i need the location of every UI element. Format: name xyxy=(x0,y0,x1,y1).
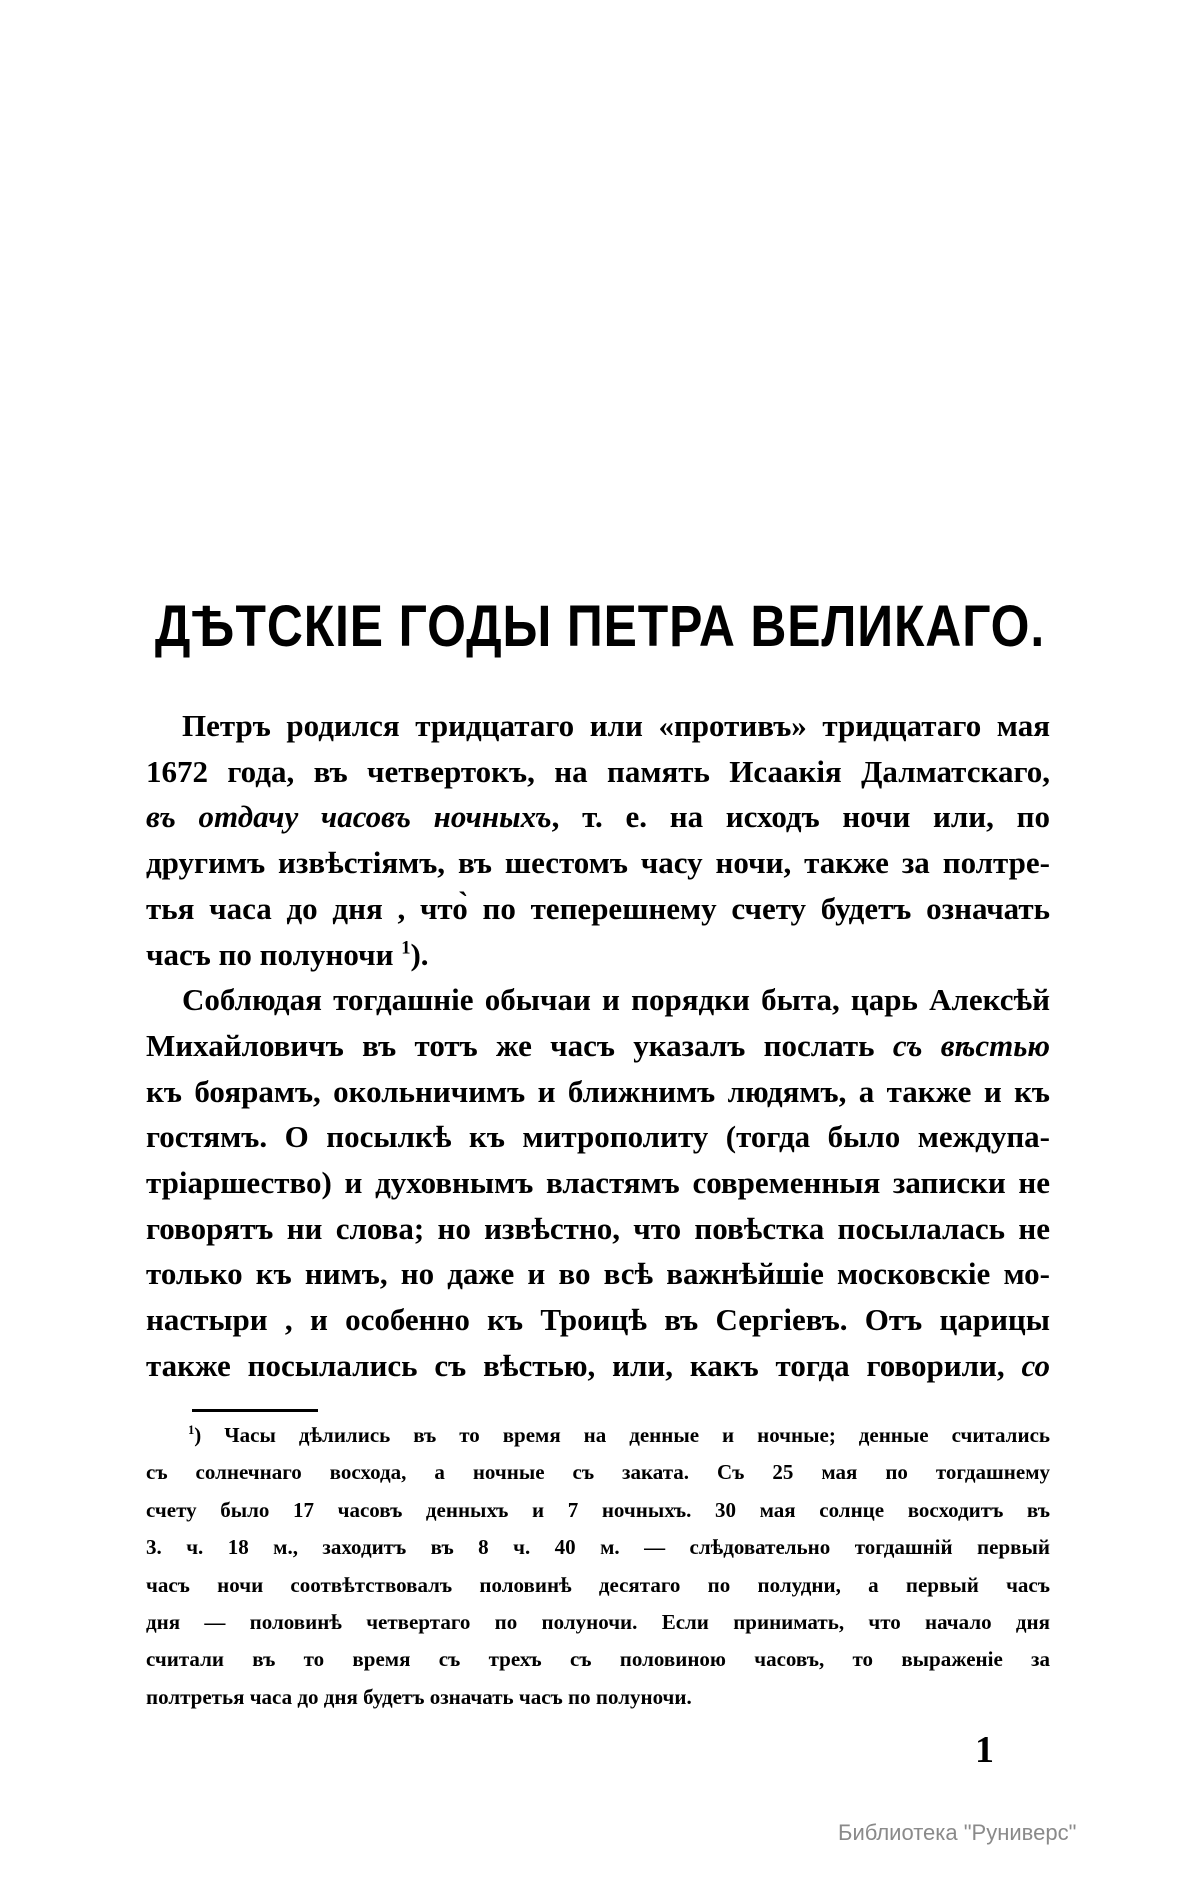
body-line xyxy=(146,840,1050,886)
footnote-line xyxy=(146,1604,1050,1641)
text-segment: счету было 17 часовъ денныхъ и 7 ночныхъ. 30 мая солнце восходитъ въ xyxy=(146,1497,1050,1522)
text-segment: гостямъ. О посылкѣ къ митрополиту (тогда было междупа- xyxy=(146,1119,1050,1155)
page-number: 1 xyxy=(975,1729,994,1771)
footnote-line xyxy=(146,1454,1050,1491)
text-segment: только къ нимъ, но даже и во всѣ важнѣйшіе московскіе мо- xyxy=(146,1256,1050,1292)
footnote-line xyxy=(146,1417,1050,1454)
text-segment: другимъ извѣстіямъ, въ шестомъ часу ночи, также за полтре- xyxy=(146,845,1050,881)
text-segment: , т. е. на исходъ ночи или, по xyxy=(551,799,1050,835)
footnote-text xyxy=(146,1417,1050,1716)
text-segment: Соблюдая тогдашніе обычаи и порядки быта, царь Алексѣй xyxy=(182,982,1050,1018)
text-segment: считали въ то время съ трехъ съ половиною часовъ, то выраженіе за xyxy=(146,1647,1050,1672)
italic-text: со xyxy=(1021,1347,1050,1383)
chapter-title: ДѢТСКІЕ ГОДЫ ПЕТРА ВЕЛИКАГО. xyxy=(154,594,1046,659)
text-segment: настыри , и особенно къ Троицѣ въ Сергіевъ. Отъ царицы xyxy=(146,1302,1050,1338)
body-text xyxy=(146,703,1050,1389)
text-segment: ). xyxy=(410,936,429,972)
text-segment: часъ по полуночи xyxy=(146,936,402,972)
footnote-marker: 1 xyxy=(401,937,411,959)
body-line xyxy=(146,1297,1050,1343)
body-line xyxy=(146,749,1050,795)
text-segment: также посылались съ вѣстью, или, какъ тогда говорили, xyxy=(146,1347,1022,1383)
text-segment: тріаршество) и духовнымъ властямъ современныя записки не xyxy=(146,1165,1050,1201)
body-line xyxy=(146,1160,1050,1206)
footnote-line xyxy=(146,1679,1050,1716)
body-line xyxy=(146,977,1050,1023)
text-segment: Михайловичъ въ тотъ же часъ указалъ послать xyxy=(146,1027,893,1063)
body-line xyxy=(146,703,1050,749)
footnote-line xyxy=(146,1529,1050,1566)
text-segment: дня — половинѣ четвертаго по полуночи. Если принимать, что начало дня xyxy=(146,1610,1050,1635)
footnote-marker: 1 xyxy=(188,1423,195,1437)
body-line xyxy=(146,794,1050,840)
text-segment: съ солнечнаго восхода, а ночные съ заката. Съ 25 мая по тогдашнему xyxy=(146,1460,1050,1485)
body-line xyxy=(146,1343,1050,1389)
text-segment: Петръ родился тридцатаго или «противъ» тридцатаго мая xyxy=(182,708,1050,743)
text-segment: 1672 года, въ четвертокъ, на память Исаакія Далматскаго, xyxy=(146,753,1050,789)
body-line xyxy=(146,1023,1050,1069)
body-line xyxy=(146,1206,1050,1252)
body-line xyxy=(146,1114,1050,1160)
italic-text: въ отдачу часовъ ночныхъ xyxy=(146,799,552,835)
text-segment: къ боярамъ, окольничимъ и ближнимъ людямъ, а также и къ xyxy=(146,1073,1050,1109)
footnote-divider xyxy=(192,1409,318,1412)
text-segment: говорятъ ни слова; но извѣстно, что повѣстка посылалась не xyxy=(146,1210,1050,1246)
text-segment: тья часа до дня , что̀ по теперешнему счету будетъ означать xyxy=(146,890,1050,926)
text-segment: 3. ч. 18 м., заходитъ въ 8 ч. 40 м. — слѣдовательно тогдашній первый xyxy=(146,1535,1050,1560)
text-segment: часъ ночи соотвѣтствовалъ половинѣ десятаго по полудни, а первый часъ xyxy=(146,1572,1050,1597)
footnote-line xyxy=(146,1492,1050,1529)
footnote-line xyxy=(146,1567,1050,1604)
footnote-line xyxy=(146,1641,1050,1678)
body-line xyxy=(146,1069,1050,1115)
body-line xyxy=(146,886,1050,932)
body-line xyxy=(146,932,1050,978)
text-segment: ) Часы дѣлились въ то время на денные и ночные; денные считались xyxy=(194,1423,1050,1447)
text-segment: полтретья часа до дня будетъ означать часъ по полуночи. xyxy=(146,1684,692,1709)
library-watermark: Библиотека "Руниверс" xyxy=(838,1820,1077,1845)
body-line xyxy=(146,1251,1050,1297)
italic-text: съ вѣстью xyxy=(892,1027,1050,1063)
